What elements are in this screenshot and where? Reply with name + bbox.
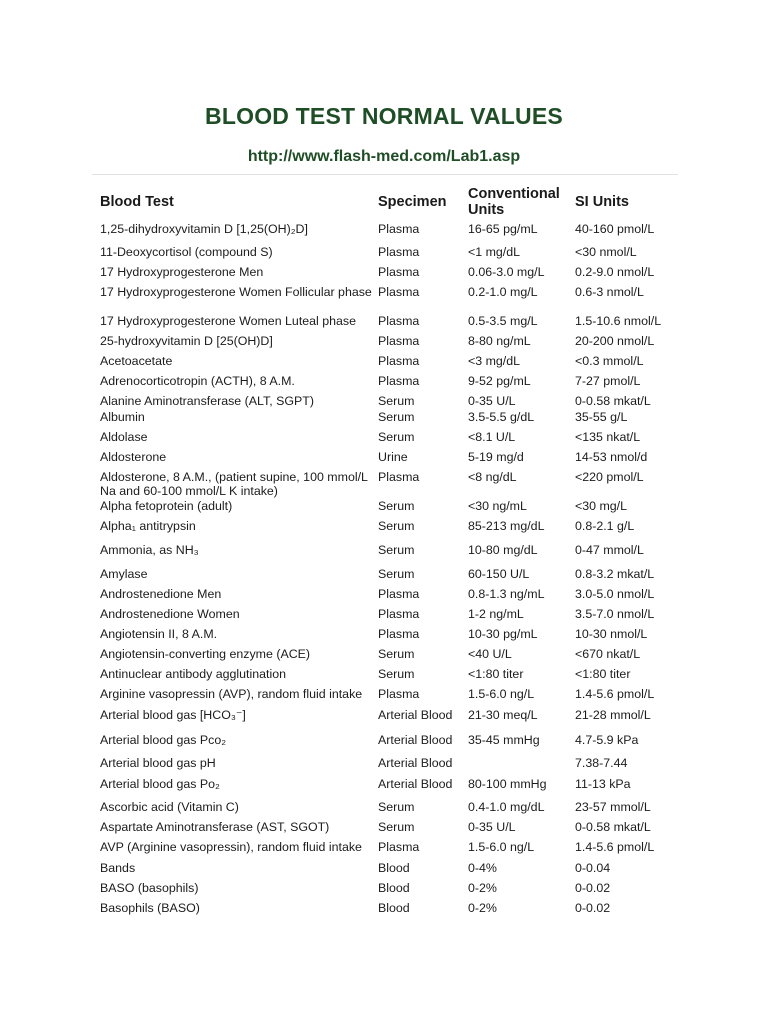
header-blood-test: Blood Test xyxy=(100,194,174,210)
cell-blood-test: Arginine vasopressin (AVP), random fluid intake xyxy=(100,687,363,701)
cell-si-units: <135 nkat/L xyxy=(575,430,641,444)
cell-si-units: 0-0.04 xyxy=(575,861,611,875)
cell-specimen: Plasma xyxy=(378,587,420,601)
cell-blood-test: Alpha fetoprotein (adult) xyxy=(100,499,233,513)
cell-specimen: Plasma xyxy=(378,265,420,279)
header-specimen: Specimen xyxy=(378,194,447,210)
cell-blood-test: Aldosterone xyxy=(100,450,167,464)
cell-si-units: 3.5-7.0 nmol/L xyxy=(575,607,655,621)
cell-conventional-units: 10-80 mg/dL xyxy=(468,543,538,557)
cell-blood-test: Albumin xyxy=(100,410,145,424)
cell-si-units: <30 mg/L xyxy=(575,499,628,513)
cell-conventional-units: 1.5-6.0 ng/L xyxy=(468,687,535,701)
cell-conventional-units: 8-80 ng/mL xyxy=(468,334,531,348)
cell-conventional-units: 16-65 pg/mL xyxy=(468,222,538,236)
cell-si-units: 20-200 nmol/L xyxy=(575,334,655,348)
cell-blood-test: Antinuclear antibody agglutination xyxy=(100,667,286,681)
cell-conventional-units: 3.5-5.5 g/dL xyxy=(468,410,535,424)
cell-specimen: Arterial Blood xyxy=(378,756,453,770)
cell-conventional-units: 0-35 U/L xyxy=(468,820,516,834)
cell-si-units: 23-57 mmol/L xyxy=(575,800,651,814)
cell-specimen: Serum xyxy=(378,543,415,557)
cell-blood-test: Arterial blood gas Pco₂ xyxy=(100,733,227,747)
cell-blood-test: Alpha₁ antitrypsin xyxy=(100,519,196,533)
cell-conventional-units: 60-150 U/L xyxy=(468,567,530,581)
cell-blood-test: 17 Hydroxyprogesterone Men xyxy=(100,265,264,279)
cell-specimen: Arterial Blood xyxy=(378,733,453,747)
cell-si-units: <220 pmol/L xyxy=(575,470,644,484)
header-si-units: SI Units xyxy=(575,194,629,210)
cell-si-units: 4.7-5.9 kPa xyxy=(575,733,639,747)
cell-blood-test: Basophils (BASO) xyxy=(100,901,200,915)
cell-specimen: Serum xyxy=(378,410,415,424)
cell-blood-test: 1,25-dihydroxyvitamin D [1,25(OH)₂D] xyxy=(100,222,308,236)
cell-si-units: 0-0.02 xyxy=(575,881,611,895)
cell-si-units: 0-0.58 mkat/L xyxy=(575,820,651,834)
header-conventional-line2: Units xyxy=(468,202,505,218)
cell-specimen: Serum xyxy=(378,519,415,533)
divider xyxy=(92,174,678,175)
cell-si-units: <1:80 titer xyxy=(575,667,631,681)
cell-si-units: 1.4-5.6 pmol/L xyxy=(575,840,655,854)
cell-si-units: 0.8-2.1 g/L xyxy=(575,519,635,533)
cell-specimen: Plasma xyxy=(378,374,420,388)
cell-blood-test: Aldosterone, 8 A.M., (patient supine, 100 mmol/L Na and 60-100 mmol/L K intake) xyxy=(100,470,368,498)
cell-conventional-units: 0-2% xyxy=(468,901,497,915)
cell-conventional-units: 21-30 meq/L xyxy=(468,708,538,722)
cell-conventional-units: 80-100 mmHg xyxy=(468,777,547,791)
cell-blood-test: Androstenedione Women xyxy=(100,607,240,621)
cell-si-units: 0.6-3 nmol/L xyxy=(575,285,644,299)
cell-specimen: Arterial Blood xyxy=(378,708,453,722)
cell-si-units: 0-0.02 xyxy=(575,901,611,915)
cell-conventional-units: 0-35 U/L xyxy=(468,394,516,408)
page-title: BLOOD TEST NORMAL VALUES xyxy=(205,103,563,129)
cell-specimen: Serum xyxy=(378,430,415,444)
cell-si-units: 1.4-5.6 pmol/L xyxy=(575,687,655,701)
cell-conventional-units: 0-2% xyxy=(468,881,497,895)
cell-blood-test: Arterial blood gas Po₂ xyxy=(100,777,220,791)
cell-si-units: 1.5-10.6 nmol/L xyxy=(575,314,662,328)
cell-si-units: 11-13 kPa xyxy=(575,777,631,791)
source-url[interactable]: http://www.flash-med.com/Lab1.asp xyxy=(247,148,521,165)
cell-blood-test: Bands xyxy=(100,861,136,875)
cell-conventional-units: 0.2-1.0 mg/L xyxy=(468,285,538,299)
cell-si-units: 14-53 nmol/d xyxy=(575,450,648,464)
cell-blood-test: Alanine Aminotransferase (ALT, SGPT) xyxy=(100,394,314,408)
cell-blood-test: AVP (Arginine vasopressin), random fluid intake xyxy=(100,840,362,854)
cell-specimen: Serum xyxy=(378,647,415,661)
cell-specimen: Plasma xyxy=(378,470,420,484)
cell-conventional-units: <8.1 U/L xyxy=(468,430,516,444)
cell-conventional-units: 85-213 mg/dL xyxy=(468,519,545,533)
cell-blood-test: Adrenocorticotropin (ACTH), 8 A.M. xyxy=(100,374,295,388)
cell-specimen: Serum xyxy=(378,820,415,834)
cell-blood-test: 11-Deoxycortisol (compound S) xyxy=(100,245,273,259)
cell-specimen: Plasma xyxy=(378,354,420,368)
cell-blood-test: 17 Hydroxyprogesterone Women Follicular phase xyxy=(100,285,372,299)
cell-si-units: <670 nkat/L xyxy=(575,647,641,661)
cell-specimen: Serum xyxy=(378,800,415,814)
cell-conventional-units: 10-30 pg/mL xyxy=(468,627,538,641)
header-conventional-line1: Conventional xyxy=(468,186,560,202)
cell-conventional-units: 1.5-6.0 ng/L xyxy=(468,840,535,854)
cell-conventional-units: 5-19 mg/d xyxy=(468,450,524,464)
cell-conventional-units: 0.8-1.3 ng/mL xyxy=(468,587,545,601)
cell-blood-test: Amylase xyxy=(100,567,148,581)
cell-si-units: 21-28 mmol/L xyxy=(575,708,651,722)
cell-conventional-units: <40 U/L xyxy=(468,647,512,661)
cell-specimen: Plasma xyxy=(378,245,420,259)
cell-specimen: Plasma xyxy=(378,314,420,328)
cell-si-units: 0.8-3.2 mkat/L xyxy=(575,567,655,581)
cell-si-units: 0-47 mmol/L xyxy=(575,543,644,557)
cell-blood-test: Arterial blood gas [HCO₃⁻] xyxy=(100,708,246,722)
cell-specimen: Arterial Blood xyxy=(378,777,453,791)
cell-si-units: 10-30 nmol/L xyxy=(575,627,648,641)
cell-blood-test: Acetoacetate xyxy=(100,354,173,368)
cell-specimen: Serum xyxy=(378,567,415,581)
cell-si-units: 7.38-7.44 xyxy=(575,756,628,770)
cell-blood-test: Ascorbic acid (Vitamin C) xyxy=(100,800,239,814)
cell-conventional-units: <1:80 titer xyxy=(468,667,524,681)
cell-blood-test: 17 Hydroxyprogesterone Women Luteal phase xyxy=(100,314,356,328)
cell-specimen: Serum xyxy=(378,499,415,513)
cell-conventional-units: <3 mg/dL xyxy=(468,354,521,368)
cell-specimen: Plasma xyxy=(378,627,420,641)
table-header xyxy=(0,184,768,220)
cell-blood-test: Ammonia, as NH₃ xyxy=(100,543,199,557)
cell-si-units: 0.2-9.0 nmol/L xyxy=(575,265,655,279)
cell-specimen: Plasma xyxy=(378,285,420,299)
cell-blood-test: Angiotensin-converting enzyme (ACE) xyxy=(100,647,311,661)
cell-specimen: Plasma xyxy=(378,840,420,854)
cell-specimen: Serum xyxy=(378,394,415,408)
cell-conventional-units: 9-52 pg/mL xyxy=(468,374,531,388)
cell-conventional-units: <30 ng/mL xyxy=(468,499,527,513)
cell-si-units: 3.0-5.0 nmol/L xyxy=(575,587,655,601)
cell-blood-test: Arterial blood gas pH xyxy=(100,756,216,770)
cell-blood-test: BASO (basophils) xyxy=(100,881,199,895)
cell-specimen: Blood xyxy=(378,861,410,875)
cell-conventional-units: 0-4% xyxy=(468,861,497,875)
cell-specimen: Serum xyxy=(378,667,415,681)
cell-specimen: Plasma xyxy=(378,222,420,236)
cell-conventional-units: 0.5-3.5 mg/L xyxy=(468,314,538,328)
cell-blood-test: Aspartate Aminotransferase (AST, SGOT) xyxy=(100,820,330,834)
cell-conventional-units: 1-2 ng/mL xyxy=(468,607,524,621)
cell-si-units: 35-55 g/L xyxy=(575,410,628,424)
cell-specimen: Urine xyxy=(378,450,408,464)
cell-conventional-units: 0.4-1.0 mg/dL xyxy=(468,800,545,814)
cell-si-units: <30 nmol/L xyxy=(575,245,637,259)
cell-si-units: 7-27 pmol/L xyxy=(575,374,641,388)
cell-conventional-units: 35-45 mmHg xyxy=(468,733,540,747)
cell-blood-test: Aldolase xyxy=(100,430,148,444)
cell-conventional-units: <1 mg/dL xyxy=(468,245,521,259)
cell-specimen: Plasma xyxy=(378,607,420,621)
cell-specimen: Blood xyxy=(378,881,410,895)
cell-conventional-units: 0.06-3.0 mg/L xyxy=(468,265,545,279)
cell-blood-test: 25-hydroxyvitamin D [25(OH)D] xyxy=(100,334,273,348)
cell-si-units: 0-0.58 mkat/L xyxy=(575,394,651,408)
cell-blood-test: Angiotensin II, 8 A.M. xyxy=(100,627,218,641)
header-conventional-units xyxy=(468,186,560,218)
cell-specimen: Plasma xyxy=(378,687,420,701)
cell-conventional-units: <8 ng/dL xyxy=(468,470,517,484)
cell-specimen: Plasma xyxy=(378,334,420,348)
cell-specimen: Blood xyxy=(378,901,410,915)
cell-si-units: 40-160 pmol/L xyxy=(575,222,655,236)
cell-blood-test: Androstenedione Men xyxy=(100,587,222,601)
cell-si-units: <0.3 mmol/L xyxy=(575,354,644,368)
